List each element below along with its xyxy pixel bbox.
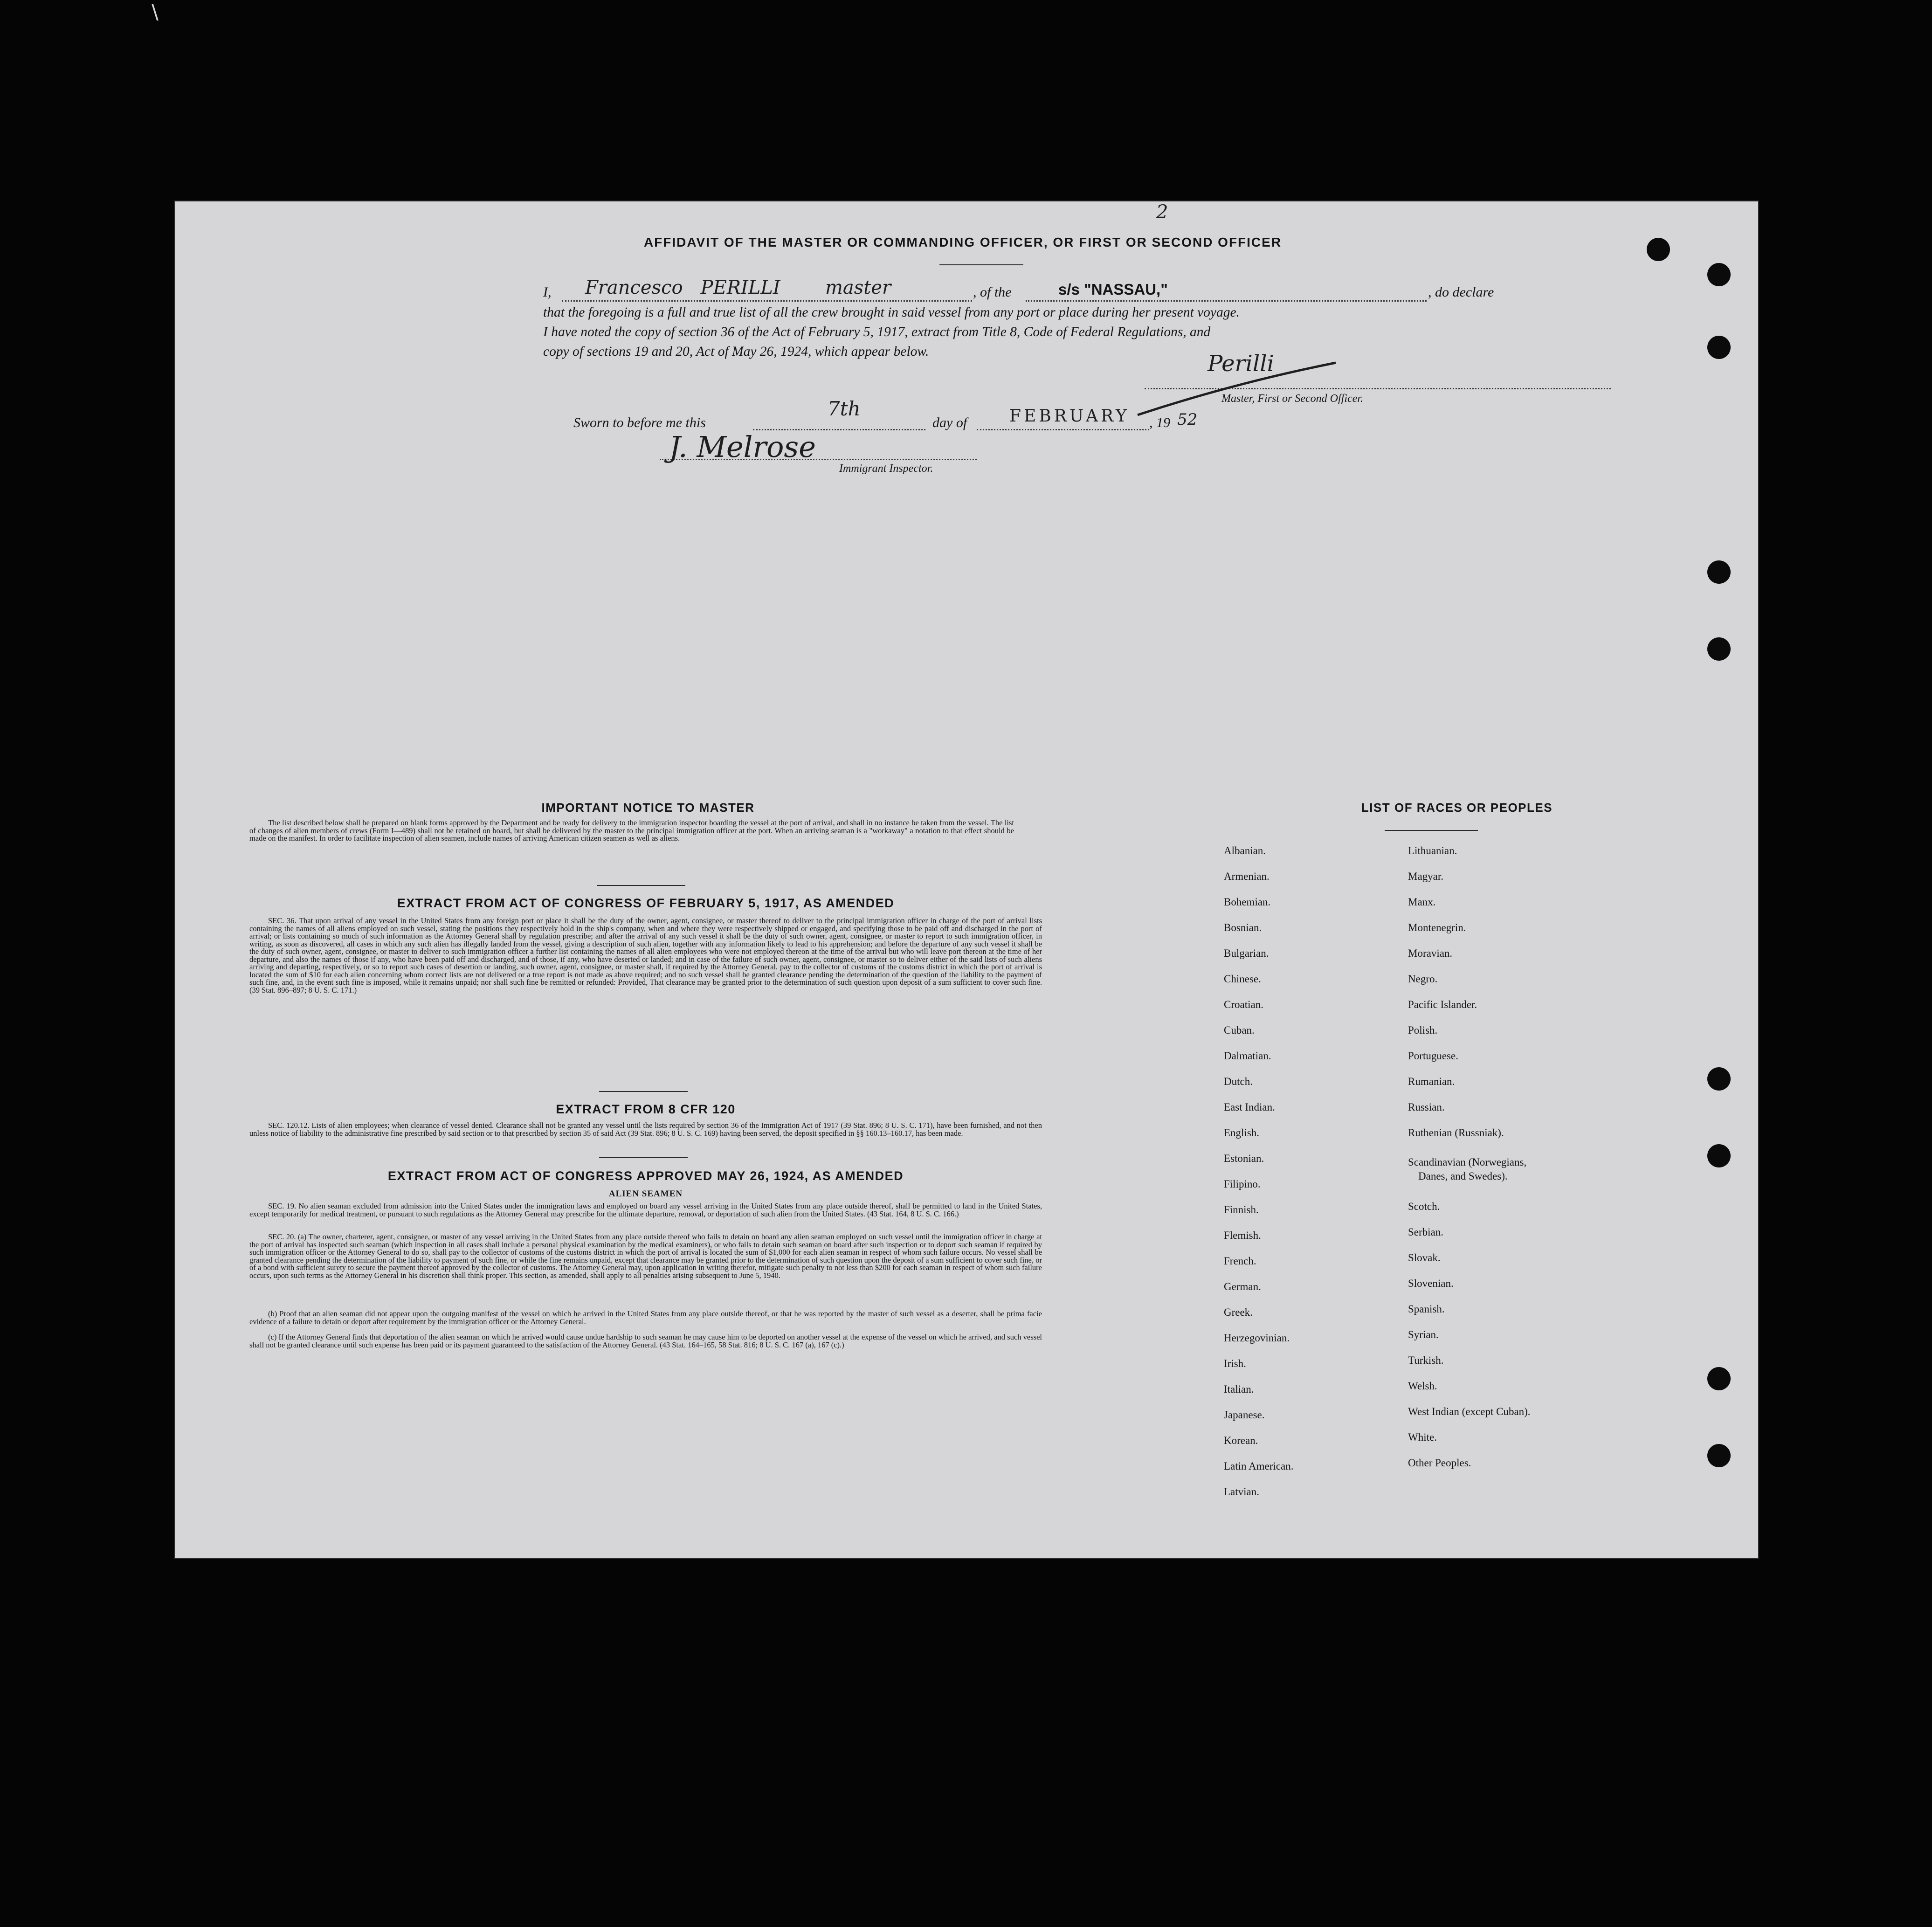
race-item-text: Scandinavian (Norwegians, xyxy=(1408,1156,1527,1168)
race-item: Serbian. xyxy=(1408,1226,1444,1238)
race-item: Filipino. xyxy=(1224,1178,1261,1190)
race-item: French. xyxy=(1224,1255,1256,1267)
extract-1924-title: EXTRACT FROM ACT OF CONGRESS APPROVED MAY 26, 1924, AS AMENDED xyxy=(387,1169,904,1183)
race-item: Slovenian. xyxy=(1408,1278,1454,1289)
affidavit-title: AFFIDAVIT OF THE MASTER OR COMMANDING OFFICER, OR FIRST OR SECOND OFFICER xyxy=(643,235,1282,249)
race-item: Other Peoples. xyxy=(1408,1457,1471,1469)
extract-cfr-body: SEC. 120.12. Lists of alien employees; when clearance of vessel denied. Clearance shall not be granted any vessel until the lists required by section 36 of the Immigration Act of 1917 (39 Stat. 896; 8 U. S. C. 171), have been furnished, and not then unless notice of liability to the administrative fine prescribed by said section or to that prescribed by section 35 of said Act (39 Stat. 896; 8 U. S. C. 169) having been served, the deposit specified in §§ 160.13–160.17, has been made. xyxy=(249,1121,1042,1138)
race-item: Scotch. xyxy=(1408,1201,1440,1212)
race-item: Pacific Islander. xyxy=(1408,999,1477,1010)
affidavit-prefix: I, xyxy=(543,284,552,300)
race-item: Bulgarian. xyxy=(1224,947,1269,959)
race-item: Rumanian. xyxy=(1408,1076,1455,1087)
divider xyxy=(599,1091,688,1092)
race-item: West Indian (except Cuban). xyxy=(1408,1406,1531,1417)
binder-hole xyxy=(1707,1367,1731,1390)
extract-1917-title: EXTRACT FROM ACT OF CONGRESS OF FEBRUARY 5, 1917, AS AMENDED xyxy=(397,896,895,910)
signature-flourish xyxy=(1135,360,1340,421)
binder-hole xyxy=(1707,1067,1731,1091)
race-item: Montenegrin. xyxy=(1408,922,1466,933)
race-item: English. xyxy=(1224,1127,1260,1139)
binder-hole xyxy=(1707,336,1731,359)
sworn-month: FEBRUARY xyxy=(1009,407,1130,426)
race-item: Cuban. xyxy=(1224,1024,1255,1036)
race-item: Bosnian. xyxy=(1224,922,1262,933)
affidavit-line4: copy of sections 19 and 20, Act of May 26, 1924, which appear below. xyxy=(543,344,929,359)
document-sheet xyxy=(175,201,1758,1558)
race-item: Latvian. xyxy=(1224,1486,1259,1498)
scan-marker: \ xyxy=(152,0,159,24)
of-the-text: , of the xyxy=(973,284,1012,300)
race-item: Dutch. xyxy=(1224,1076,1253,1087)
divider xyxy=(599,1157,688,1158)
sworn-month-line xyxy=(977,429,1149,430)
race-item: Japanese. xyxy=(1224,1409,1265,1421)
year-prefix: , 19 xyxy=(1149,415,1170,430)
race-item: Estonian. xyxy=(1224,1153,1264,1164)
race-item: Lithuanian. xyxy=(1408,845,1457,856)
declare-text: , do declare xyxy=(1428,284,1494,300)
extract-cfr-title: EXTRACT FROM 8 CFR 120 xyxy=(556,1102,736,1116)
extract-1924-sec19: SEC. 19. No alien seaman excluded from admission into the United States under the immigration laws and employed on board any vessel arriving in the United States from any place outside thereof, shall be permitted to land in the United States, except temporarily for medical treatment, or pursuant to such regulations as the Attorney General may prescribe for the ultimate departure, removal, or deportation of such alien from the United States. (43 Stat. 164, 8 U. S. C. 166.) xyxy=(249,1202,1042,1218)
race-item: Magyar. xyxy=(1408,870,1444,882)
master-name-line xyxy=(562,300,972,302)
race-item: Armenian. xyxy=(1224,870,1270,882)
affidavit-line2: that the foregoing is a full and true list of all the crew brought in said vessel from any port or place during her present voyage. xyxy=(543,305,1240,320)
extract-1917-body: SEC. 36. That upon arrival of any vessel in the United States from any foreign port or place it shall be the duty of the owner, agent, consignee, or master thereof to deliver to the principal immigration officer in charge of the port of arrival lists containing the names of all aliens employed on such vessel, stating the positions they respectively hold in the ship's company, when and where they were respectively shipped or engaged, and specifying those to be paid off and discharged in the port of arrival; or lists containing so much of such information as the Attorney General shall by regulation prescribe; and after the arrival of any such vessel it shall be the duty of such owner, agent, consignee, or master to report to such immigration officer, in writing, as soon as discovered, all cases in which any such alien has illegally landed from the vessel, giving a description of such alien, together with any information likely to lead to his apprehension; and before the departure of any such vessel it shall be the duty of such owner, agent, consignee, or master to deliver to such immigration officer a further list containing the names of all alien employees who were not employed thereon at the time of the arrival but who will leave port thereon at the time of her departure, and also the names of those if any, who have been paid off and discharged, and of those, if any, who have deserted or landed; and in case of the failure of such owner, agent, consignee, or master so to deliver either of the said lists of such aliens arriving and departing, respectively, or so to report such cases of desertion or landing, such owner, agent, consignee, or master shall, if required by the Attorney General, pay to the collector of customs of the customs district in which the port of arrival is located the sum of $10 for each alien concerning whom correct lists are not delivered or a true report is not made as above required; and no such vessel shall be granted clearance pending the determination of the question of the liability to the payment of such fine, and, in the event such fine is imposed, while it remains unpaid; nor shall such fine be remitted or refunded: Provided, That clearance may be granted prior to the determination of such question upon deposit of a sum sufficient to cover such fine. (39 Stat. 896–897; 8 U. S. C. 171.) xyxy=(249,916,1042,995)
master-signature: Perilli xyxy=(1208,351,1274,377)
binder-hole xyxy=(1707,263,1731,286)
race-item: Spanish. xyxy=(1408,1303,1445,1315)
race-item: Italian. xyxy=(1224,1383,1254,1395)
binder-hole xyxy=(1647,238,1670,261)
race-item: Albanian. xyxy=(1224,845,1266,856)
binder-hole xyxy=(1707,1144,1731,1167)
binder-hole xyxy=(1707,560,1731,584)
extract-1924-subtitle: ALIEN SEAMEN xyxy=(608,1189,683,1199)
race-item: Latin American. xyxy=(1224,1460,1294,1472)
race-item: Ruthenian (Russniak). xyxy=(1408,1127,1504,1139)
affidavit-line3: I have noted the copy of section 36 of the Act of February 5, 1917, extract from Title 8, Code of Federal Regulations, and xyxy=(543,325,1211,339)
inspector-signature: J. Melrose xyxy=(669,430,816,464)
race-item: Herzegovinian. xyxy=(1224,1332,1290,1344)
race-item: Flemish. xyxy=(1224,1229,1261,1241)
races-column-1 xyxy=(1224,844,1293,1511)
extract-1924-sec20a: SEC. 20. (a) The owner, charterer, agent, consignee, or master of any vessel arriving in the United States from any place outside thereof who fails to detain on board any alien seaman employed on such vessel until the immigration officer in charge at the port of arrival has inspected such seaman (which inspection in all cases shall include a personal physical examination by the medical examiners), or who fails to detain such seaman on board after such inspection or to deport such seaman if required by such immigration officer or the Attorney General to do so, shall pay to the collector of customs of the customs district in which the port of arrival is located the sum of $1,000 for each alien seaman in respect of whom such failure occurs. No vessel shall be granted clearance pending the determination of the liability to payment of such fine, or while the fine remains unpaid, except that clearance may be granted prior to the determination of such question upon the deposit of a sum sufficient to cover such fine, or of a bond with sufficient surety to secure the payment thereof approved by the collector of customs. The Attorney General may, upon application in writing therefor, mitigate such penalty to not less than $200 for each seaman in respect of whom such failure occurs, upon such terms as the Attorney General in his discretion shall think proper. This section, as amended, shall apply to all penalties arising subsequent to June 5, 1940. xyxy=(249,1232,1042,1280)
race-item: Korean. xyxy=(1224,1435,1258,1446)
race-item: Polish. xyxy=(1408,1024,1438,1036)
sworn-text: Sworn to before me this xyxy=(573,415,706,430)
notice-body: The list described below shall be prepared on blank forms approved by the Department and be ready for delivery to the immigration inspector boarding the vessel at the port of arrival, and shall in no instance be taken from the vessel. The list of changes of alien members of crews (Form I—489) shall not be retained on board, but shall be delivered by the master to the principal immigration officer at the port. When an arriving seaman is a "workaway" a notation to that effect should be made on the manifest. In order to facilitate inspection of alien seamen, include names of arriving American citizen seamen as well as aliens. xyxy=(249,818,1014,843)
race-item: Slovak. xyxy=(1408,1252,1441,1264)
vessel-line xyxy=(1026,300,1427,302)
race-item: Syrian. xyxy=(1408,1329,1439,1340)
binder-hole xyxy=(1707,1444,1731,1467)
race-item: Chinese. xyxy=(1224,973,1261,985)
race-item: Portuguese. xyxy=(1408,1050,1458,1062)
race-item: Welsh. xyxy=(1408,1380,1437,1392)
races-title: LIST OF RACES OR PEOPLES xyxy=(1361,801,1553,815)
race-item: Greek. xyxy=(1224,1306,1253,1318)
notice-title: IMPORTANT NOTICE TO MASTER xyxy=(541,801,755,815)
race-item: Moravian. xyxy=(1408,947,1453,959)
race-item: Irish. xyxy=(1224,1358,1246,1369)
race-item: East Indian. xyxy=(1224,1101,1275,1113)
sworn-day: 7th xyxy=(828,397,861,420)
binder-hole xyxy=(1707,637,1731,661)
signature-caption: Master, First or Second Officer. xyxy=(1221,393,1363,405)
day-of-text: day of xyxy=(932,415,967,430)
race-item-text: Danes, and Swedes). xyxy=(1418,1170,1508,1182)
race-item: White. xyxy=(1408,1431,1437,1443)
race-item: Bohemian. xyxy=(1224,896,1271,908)
extract-1924-sec20b: (b) Proof that an alien seaman did not appear upon the outgoing manifest of the vessel on which he arrived in the United States from any place outside thereof, or that he was reported by the master of such vessel as a deserter, shall be prima facie evidence of a failure to detain or deport after requirement by the immigration officer or the Attorney General. xyxy=(249,1309,1042,1326)
sworn-year: 52 xyxy=(1177,410,1198,429)
inspector-caption: Immigrant Inspector. xyxy=(839,463,933,475)
race-item xyxy=(1408,1152,1531,1200)
page-number: 2 xyxy=(1156,201,1168,223)
race-item: Manx. xyxy=(1408,896,1436,908)
race-item: Russian. xyxy=(1408,1101,1445,1113)
race-item: Croatian. xyxy=(1224,999,1263,1010)
races-column-2 xyxy=(1408,844,1531,1482)
vessel-name: s/s "NASSAU," xyxy=(1058,281,1168,298)
race-item: German. xyxy=(1224,1281,1261,1292)
race-item: Negro. xyxy=(1408,973,1438,985)
master-name: Francesco PERILLI xyxy=(585,277,780,298)
master-rank: master xyxy=(825,277,891,298)
divider xyxy=(597,885,685,886)
affidavit-line1 xyxy=(543,284,552,300)
divider xyxy=(939,264,1023,265)
divider xyxy=(1385,830,1478,831)
race-item: Finnish. xyxy=(1224,1204,1259,1216)
race-item: Turkish. xyxy=(1408,1354,1444,1366)
extract-1924-sec20c: (c) If the Attorney General finds that deportation of the alien seaman on which he arrived would cause undue hardship to such seaman he may cause him to be deported on another vessel at the expense of the vessel on which he arrived, and such vessel shall not be granted clearance until such expense has been paid or its payment guaranteed to the satisfaction of the Attorney General. (43 Stat. 164–165, 58 Stat. 816; 8 U. S. C. 167 (a), 167 (c).) xyxy=(249,1333,1042,1349)
race-item: Dalmatian. xyxy=(1224,1050,1271,1062)
